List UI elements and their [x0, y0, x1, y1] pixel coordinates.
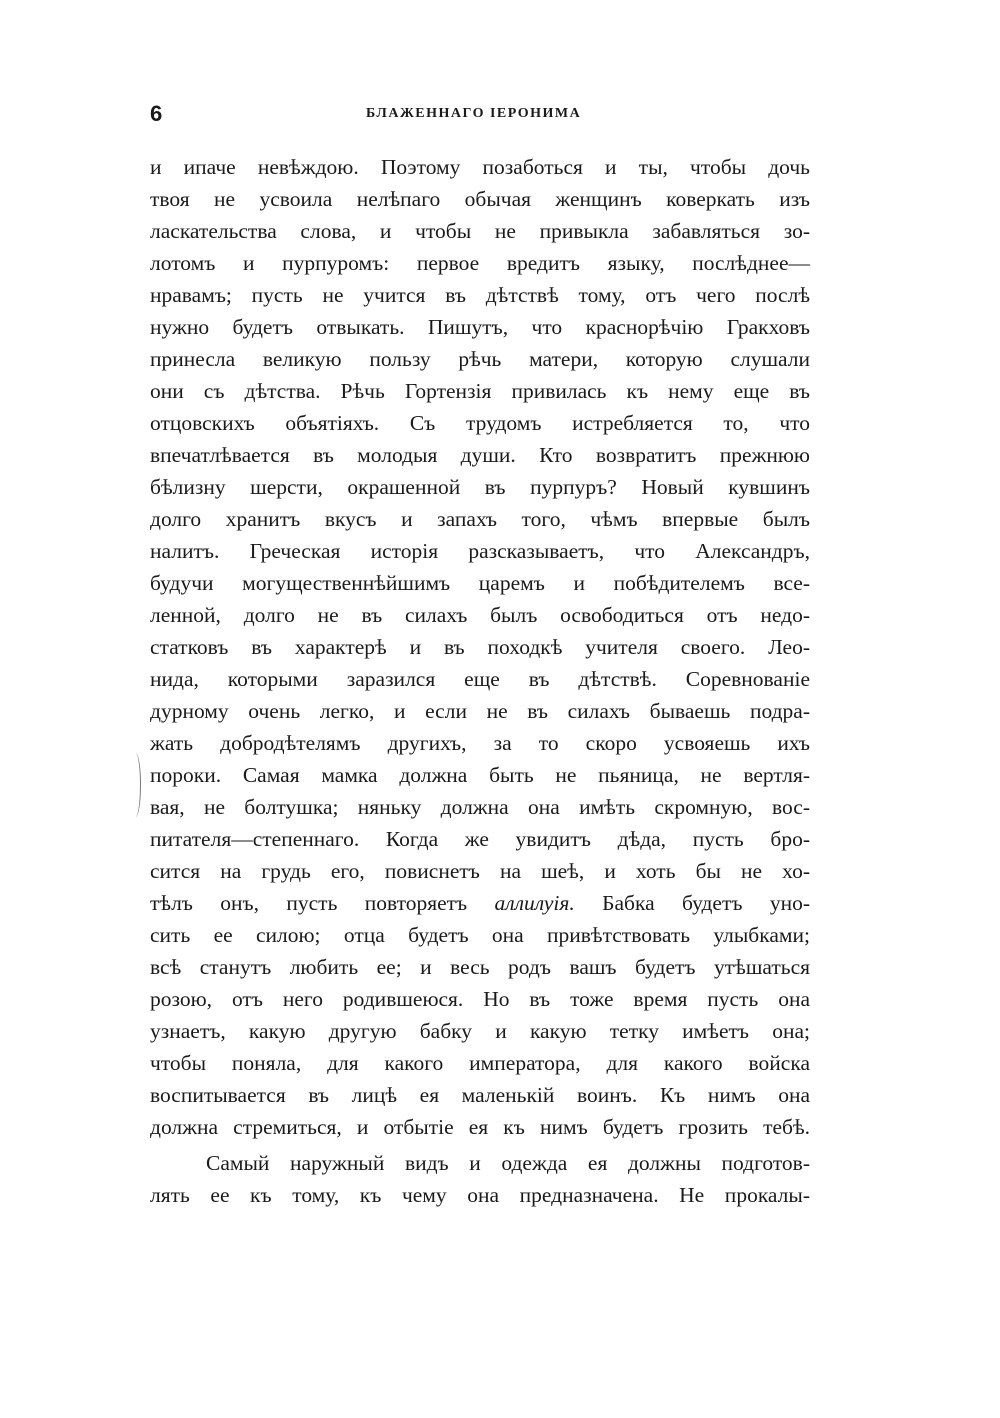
page-number: 6: [150, 101, 163, 126]
text-line: [150, 407, 810, 439]
text-span: Самый наружный видъ и одежда ея должны подготов-: [206, 1151, 810, 1175]
text-span: узнаетъ, какую другую бабку и какую тетку имѣетъ она;: [150, 1019, 810, 1043]
text-span: Бабка будетъ уно-: [574, 891, 811, 915]
text-line: [150, 1015, 810, 1047]
text-span: лять ее къ тому, къ чему она предназначена. Не прокалы-: [150, 1183, 810, 1207]
text-line: [150, 951, 810, 983]
text-span: будучи могущественнѣйшимъ царемъ и побѣдителемъ все-: [150, 571, 810, 595]
text-line: [150, 1147, 810, 1179]
text-span: вая, не болтушка; няньку должна она имѣть скромную, вос-: [150, 795, 810, 819]
text-span: жать добродѣтелямъ другихъ, за то скоро усвояешь ихъ: [150, 731, 810, 755]
text-line: [150, 375, 810, 407]
text-line: [150, 1047, 810, 1079]
text-span: и ипаче невѣждою. Поэтому позаботься и ты, чтобы дочь: [150, 155, 810, 179]
text-span: бѣлизну шерсти, окрашенной въ пурпуръ? Новый кувшинъ: [150, 475, 810, 499]
text-span: всѣ станутъ любить ее; и весь родъ вашъ будетъ утѣшаться: [150, 955, 810, 979]
text-span: питателя—степеннаго. Когда же увидитъ дѣда, пусть бро-: [150, 827, 810, 851]
text-span: принесла великую пользу рѣчь матери, которую слушали: [150, 347, 810, 371]
text-span: долго хранитъ вкусъ и запахъ того, чѣмъ впервые былъ: [150, 507, 810, 531]
text-span: нужно будетъ отвыкать. Пишутъ, что краснорѣчію Гракховъ: [150, 315, 810, 339]
text-line: [150, 567, 810, 599]
running-head: БЛАЖЕННАГО ІЕРОНИМА: [366, 106, 582, 121]
text-line: [150, 599, 810, 631]
text-line: [150, 983, 810, 1015]
text-line: [150, 343, 810, 375]
text-span: чтобы поняла, для какого императора, для какого войска: [150, 1051, 810, 1075]
text-line: [150, 727, 810, 759]
text-line: [150, 471, 810, 503]
text-span: пороки. Самая мамка должна быть не пьяница, не вертля-: [150, 763, 810, 787]
text-line: [150, 823, 810, 855]
text-span: отцовскихъ объятіяхъ. Съ трудомъ истребляется то, что: [150, 411, 810, 435]
text-span: лотомъ и пурпуромъ: первое вредитъ языку, послѣднее—: [150, 251, 810, 275]
text-span: дурному очень легко, и если не въ силахъ бываешь подра-: [150, 699, 810, 723]
text-span: нида, которыми заразился еще въ дѣтствѣ. Соревнованіе: [150, 667, 810, 691]
text-span: розою, отъ него родившеюся. Но въ тоже время пусть она: [150, 987, 810, 1011]
text-line: [150, 439, 810, 471]
text-line: [150, 759, 810, 791]
text-span: воспитывается въ лицѣ ея маленькій воинъ. Къ нимъ она: [150, 1083, 810, 1107]
text-line: [150, 1111, 810, 1143]
text-line: [150, 1079, 810, 1111]
text-span: сится на грудь его, повиснетъ на шеѣ, и хоть бы не хо-: [150, 859, 810, 883]
text-line: [150, 887, 810, 919]
text-span: они съ дѣтства. Рѣчь Гортензія привилась къ нему еще въ: [150, 379, 810, 403]
text-line: [150, 503, 810, 535]
body-text: [150, 151, 810, 1211]
text-line: [150, 279, 810, 311]
margin-pencil-mark: [130, 753, 141, 817]
text-line: [150, 791, 810, 823]
text-line: [150, 1179, 810, 1211]
text-line: [150, 215, 810, 247]
text-line: [150, 183, 810, 215]
text-line: [150, 855, 810, 887]
text-span: тѣлъ онъ, пусть повторяетъ: [150, 891, 495, 915]
text-line: [150, 535, 810, 567]
text-span: ласкательства слова, и чтобы не привыкла забавляться зо-: [150, 219, 810, 243]
text-line: [150, 631, 810, 663]
text-span: впечатлѣвается въ молодыя души. Кто возвратитъ прежнюю: [150, 443, 810, 467]
text-line: [150, 247, 810, 279]
text-line: [150, 663, 810, 695]
italic-text: аллилуія.: [494, 891, 575, 915]
text-span: статковъ въ характерѣ и въ походкѣ учителя своего. Лео-: [150, 635, 810, 659]
text-span: твоя не усвоила нелѣпаго обычая женщинъ коверкать изъ: [150, 187, 810, 211]
text-span: сить ее силою; отца будетъ она привѣтствовать улыбками;: [150, 923, 810, 947]
text-span: налитъ. Греческая исторія разсказываетъ, что Александръ,: [150, 539, 810, 563]
text-line: [150, 151, 810, 183]
text-span: должна стремиться, и отбытіе ея къ нимъ будетъ грозить тебѣ.: [150, 1115, 810, 1139]
text-span: ленной, долго не въ силахъ былъ освободиться отъ недо-: [150, 603, 810, 627]
text-line: [150, 695, 810, 727]
text-line: [150, 919, 810, 951]
text-span: нравамъ; пусть не учится въ дѣтствѣ тому, отъ чего послѣ: [150, 283, 810, 307]
text-line: [150, 311, 810, 343]
